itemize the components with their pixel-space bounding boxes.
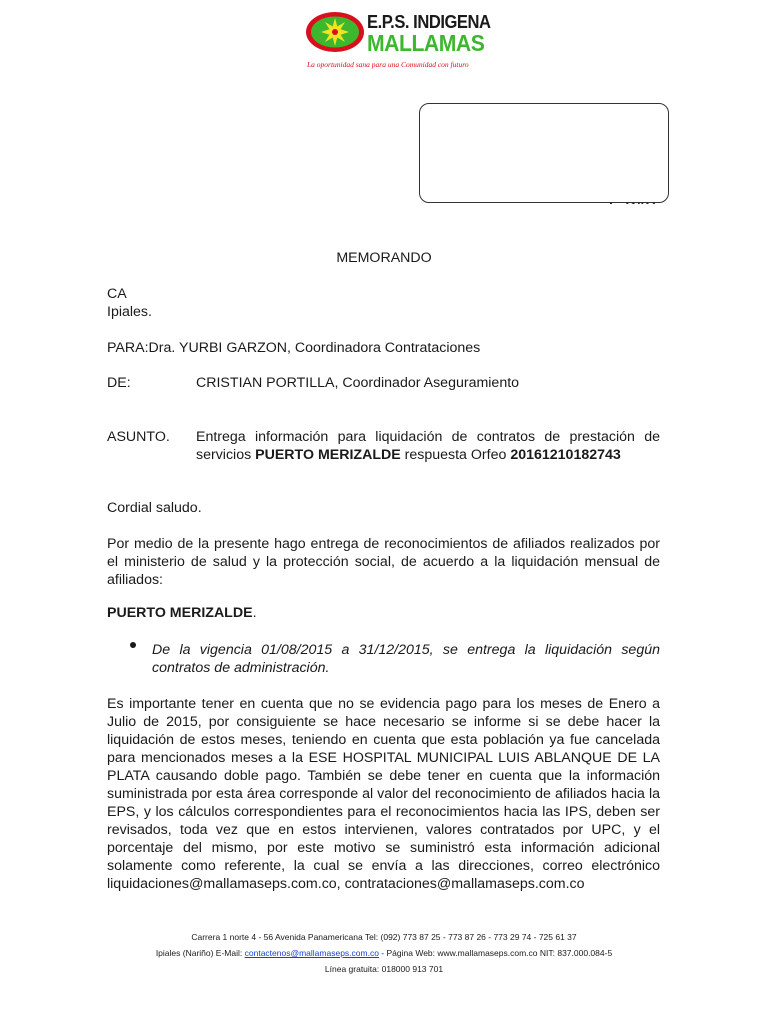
footer-contact bbox=[0, 945, 768, 961]
asunto-place: PUERTO MERIZALDE bbox=[255, 447, 401, 463]
asunto-middle: respuesta Orfeo bbox=[400, 447, 511, 463]
logo-text-line1: E.P.S. INDIGENA bbox=[367, 12, 491, 32]
greeting: Cordial saludo. bbox=[107, 500, 202, 516]
memo-title: MEMORANDO bbox=[336, 250, 432, 266]
asunto-line-2 bbox=[196, 446, 621, 464]
logo-text-line2: MALLAMAS bbox=[367, 30, 485, 56]
asunto-line-1: Entrega información para liquidación de contratos de prestación de bbox=[196, 429, 660, 445]
para-line bbox=[107, 339, 480, 357]
address-line-2: Ipiales. bbox=[107, 304, 152, 320]
footer-contact-prefix: Ipiales (Nariño) E-Mail: bbox=[155, 948, 245, 958]
asunto-prefix: servicios bbox=[196, 447, 256, 463]
footer-toll-free: Línea gratuita: 018000 913 701 bbox=[324, 964, 444, 974]
logo-tagline: La oportunidad sana para una Comunidad con futuro bbox=[307, 60, 469, 69]
company-logo bbox=[305, 10, 491, 72]
para-label: PARA: bbox=[107, 340, 149, 356]
orfeo-number: 20161210182743 bbox=[510, 447, 621, 463]
section-title-punct: . bbox=[252, 605, 257, 621]
address-line-1: CA bbox=[107, 286, 127, 302]
section-title bbox=[107, 604, 257, 622]
intro-paragraph: Por medio de la presente hago entrega de reconocimientos de afiliados realizados por el ministerio de salud y la protección social, de acuerdo a la liquidación mensual de afiliados: bbox=[107, 536, 660, 588]
body-paragraph: Es importante tener en cuenta que no se evidencia pago para los meses de Enero a Julio de 2015, por consiguiente se hace necesario se informe si se debe hacer la liquidación de estos meses, teniendo en cuenta que esta población ya fue cancelada para mencionados meses a la ESE HOSPITAL MUNICIPAL LUIS ABLANQUE DE LA PLATA causando doble pago. También se debe tener en cuenta que la información suministrada por esta área corresponde al valor del reconocimiento de afiliados hacia la EPS, y los cálculos correspondientes para el reconocimientos hacia las IPS, deben ser revisados, toda vez que en estos intervienen, valores contratados por UPC, y el porcentaje del mismo, por este motivo se suministró esta información adicional solamente como referente, la cual se envía a las direcciones, correo electrónico liquidaciones@mallamaseps.com.co, contrataciones@mallamaseps.com.co bbox=[107, 696, 660, 892]
footer-contact-suffix: - Página Web: www.mallamaseps.com.co NIT: 837.000.084-5 bbox=[378, 948, 613, 958]
para-value: Dra. YURBI GARZON, Coordinadora Contrataciones bbox=[148, 340, 481, 356]
star-emblem-icon bbox=[305, 10, 367, 54]
footer-email-link[interactable]: contactenos@mallamaseps.com.co bbox=[244, 948, 379, 958]
asunto-label: ASUNTO. bbox=[107, 429, 170, 445]
footer-address: Carrera 1 norte 4 - 56 Avenida Panamericana Tel: (092) 773 87 25 - 773 87 26 - 773 29 74 - 725 61 37 bbox=[191, 932, 577, 942]
de-value: CRISTIAN PORTILLA, Coordinador Aseguramiento bbox=[196, 375, 520, 391]
section-title-text: PUERTO MERIZALDE bbox=[107, 605, 253, 621]
bullet-text: De la vigencia 01/08/2015 a 31/12/2015, se entrega la liquidación según contratos de administración. bbox=[152, 642, 660, 676]
de-label: DE: bbox=[107, 375, 131, 391]
bullet-dot bbox=[130, 642, 136, 648]
stamp-box bbox=[419, 103, 669, 203]
